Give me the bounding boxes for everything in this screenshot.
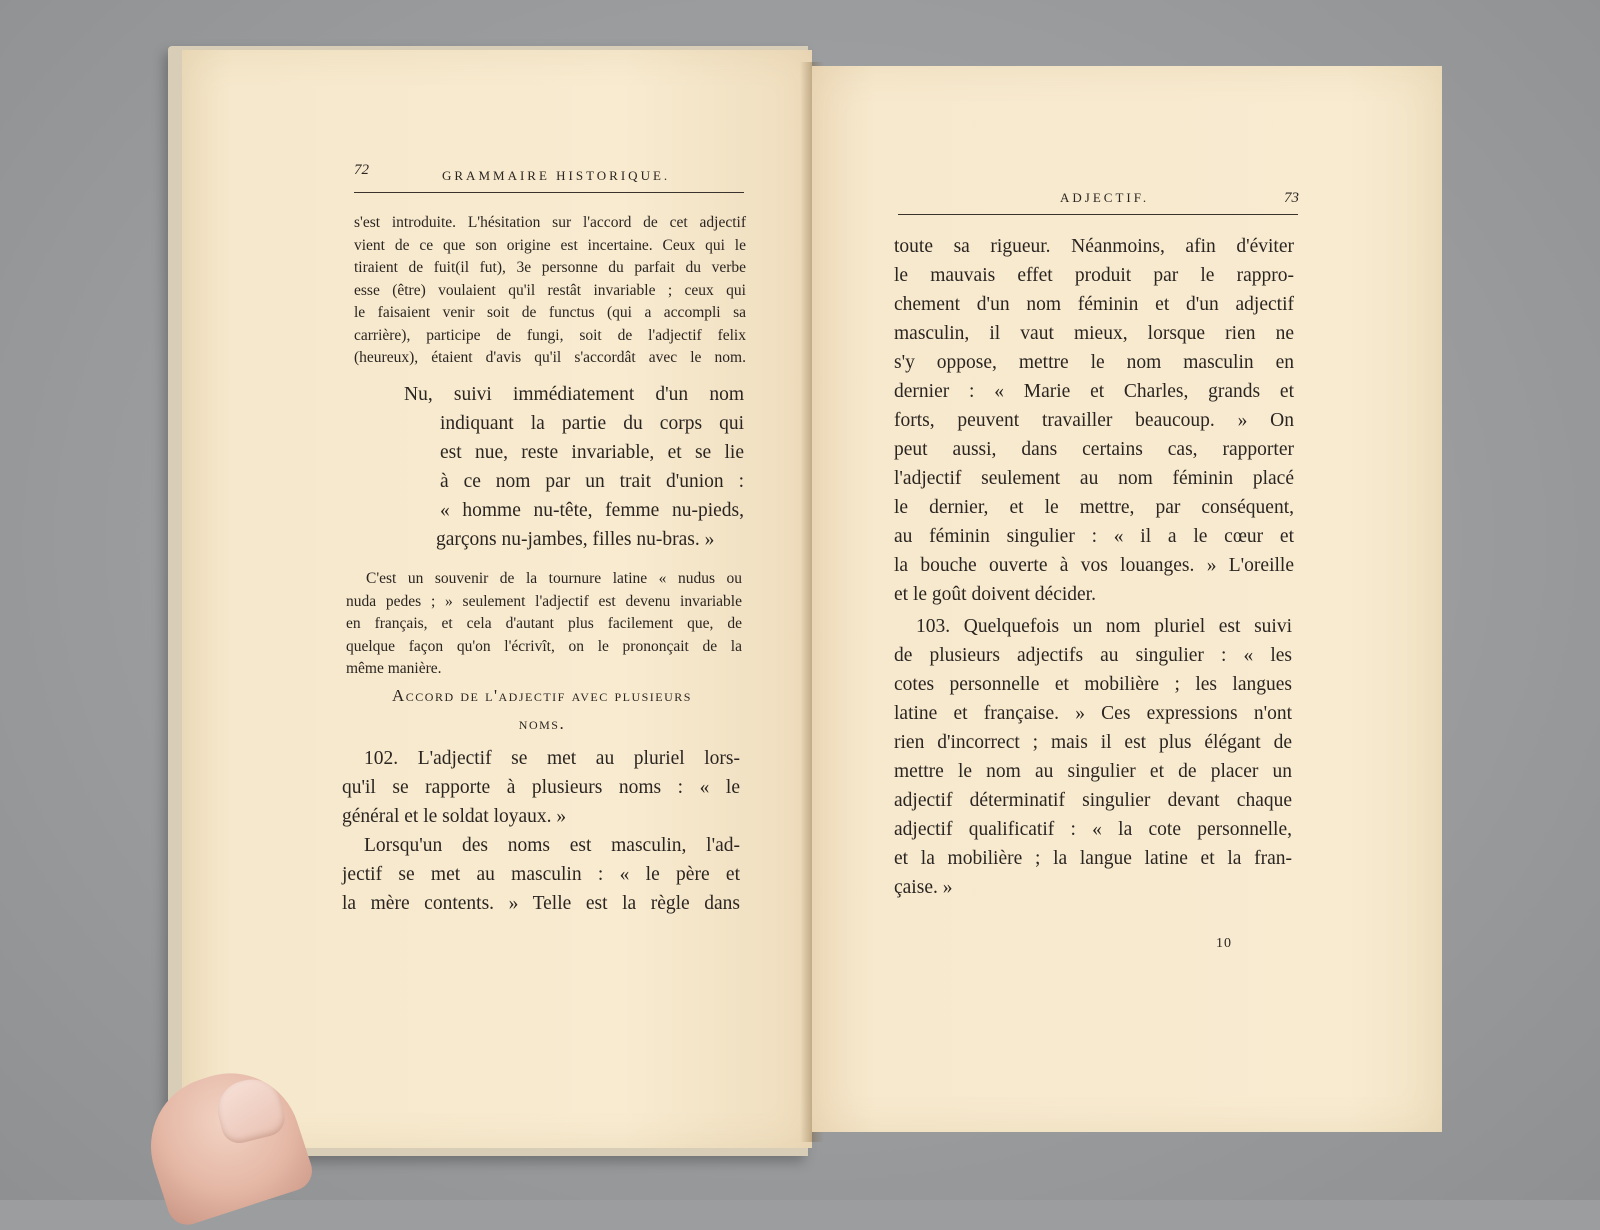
text-line: carrière), participe de fungi, soit de l'adjectif felix <box>354 326 746 344</box>
text-line: s'y oppose, mettre le nom masculin en <box>894 352 1294 373</box>
text-line: chement d'un nom féminin et d'un adjectif <box>894 294 1294 315</box>
text-line: le faisaient venir soit de functus (qui a accompli sa <box>354 304 746 321</box>
text-line: cotes personnelle et mobilière ; les langues <box>894 674 1292 695</box>
text-line: mettre le nom au singulier et de placer un <box>894 761 1292 782</box>
signature-mark: 10 <box>1216 936 1232 951</box>
text-line: général et le soldat loyaux. » <box>342 806 567 827</box>
open-book <box>168 46 1456 1166</box>
text-line: latine et française. » Ces expressions n'ont <box>894 703 1292 724</box>
text-line: la mère contents. » Telle est la règle dans <box>342 893 740 914</box>
text-line: (heureux), étaient d'avis qu'il s'accordât avec le nom. <box>354 349 746 366</box>
text-line: est nue, reste invariable, et se lie <box>440 442 744 463</box>
paragraph-103 <box>894 612 1292 902</box>
text-line: C'est un souvenir de la tournure latine « nudus ou <box>366 570 742 587</box>
text-line: l'adjectif seulement au nom féminin placé <box>894 468 1294 489</box>
text-line: çaise. » <box>894 877 953 898</box>
text-line: à ce nom par un trait d'union : <box>440 471 744 492</box>
text-line: Nu, suivi immédiatement d'un nom <box>404 384 744 405</box>
text-line: peut aussi, dans certains cas, rapporter <box>894 439 1294 460</box>
text-line: au féminin singulier : « il a le cœur et <box>894 526 1294 547</box>
text-line: jectif se met au masculin : « le père et <box>342 864 740 885</box>
text-line: le dernier, et le mettre, par conséquent, <box>894 497 1294 518</box>
text-line: la bouche ouverte à vos louanges. » L'oreille <box>894 555 1294 576</box>
text-line: le mauvais effet produit par le rappro- <box>894 265 1294 286</box>
text-line: rien d'incorrect ; mais il est plus élégant de <box>894 732 1292 753</box>
text-line: même manière. <box>346 660 442 677</box>
text-line: adjectif déterminatif singulier devant chaque <box>894 790 1292 811</box>
text-line: Lorsqu'un des noms est masculin, l'ad- <box>364 835 740 856</box>
text-line: garçons nu-jambes, filles nu-bras. » <box>436 529 715 550</box>
text-line: 103. Quelquefois un nom pluriel est suivi <box>916 616 1292 637</box>
text-line: masculin, il vaut mieux, lorsque rien ne <box>894 323 1294 344</box>
text-line: quelque façon qu'on l'écrivît, on le prononçait de la <box>346 637 742 655</box>
text-line: 102. L'adjectif se met au pluriel lors- <box>364 748 740 769</box>
right-header-rule <box>898 214 1298 215</box>
right-page-number: 73 <box>1284 190 1299 206</box>
text-line: forts, peuvent travailler beaucoup. » On <box>894 410 1294 431</box>
text-line: dernier : « Marie et Charles, grands et <box>894 381 1294 402</box>
text-line: qu'il se rapporte à plusieurs noms : « le <box>342 777 740 798</box>
text-line: en français, et cela d'autant plus facilement que, de <box>346 615 742 632</box>
text-line: tiraient de fuit(il fut), 3e personne du parfait du verbe <box>354 259 746 276</box>
text-line: s'est introduite. L'hésitation sur l'accord de cet adjectif <box>354 214 746 231</box>
section-title-line-1: Accord de l'adjectif avec plusieurs <box>392 686 692 705</box>
section-title-line-2: noms. <box>518 714 566 733</box>
left-paragraph-1 <box>354 212 746 370</box>
text-line: de plusieurs adjectifs au singulier : « les <box>894 645 1292 666</box>
text-line: « homme nu-tête, femme nu-pieds, <box>440 500 744 521</box>
text-line: et le goût doivent décider. <box>894 584 1096 605</box>
right-body-paragraph <box>894 232 1294 609</box>
text-line: et la mobilière ; la langue latine et la fran- <box>894 848 1292 869</box>
text-line: vient de ce que son origine est incertaine. Ceux qui le <box>354 236 746 254</box>
paragraph-102 <box>342 744 740 918</box>
left-header-rule <box>354 192 744 193</box>
text-line: nuda pedes ; » seulement l'adjectif est devenu invariable <box>346 592 742 610</box>
text-line: toute sa rigueur. Néanmoins, afin d'éviter <box>894 236 1294 257</box>
left-page <box>182 50 812 1148</box>
left-page-number: 72 <box>354 162 369 178</box>
left-note-paragraph <box>346 568 742 681</box>
text-line: esse (être) voulaient qu'il restât invariable ; ceux qui <box>354 281 746 299</box>
text-line: indiquant la partie du corps qui <box>440 413 744 434</box>
right-running-head: ADJECTIF. <box>1060 190 1150 205</box>
left-running-head: GRAMMAIRE HISTORIQUE. <box>442 168 671 183</box>
text-line: adjectif qualificatif : « la cote personnelle, <box>894 819 1292 840</box>
right-page <box>812 66 1442 1132</box>
rule-nu-paragraph <box>404 380 744 554</box>
